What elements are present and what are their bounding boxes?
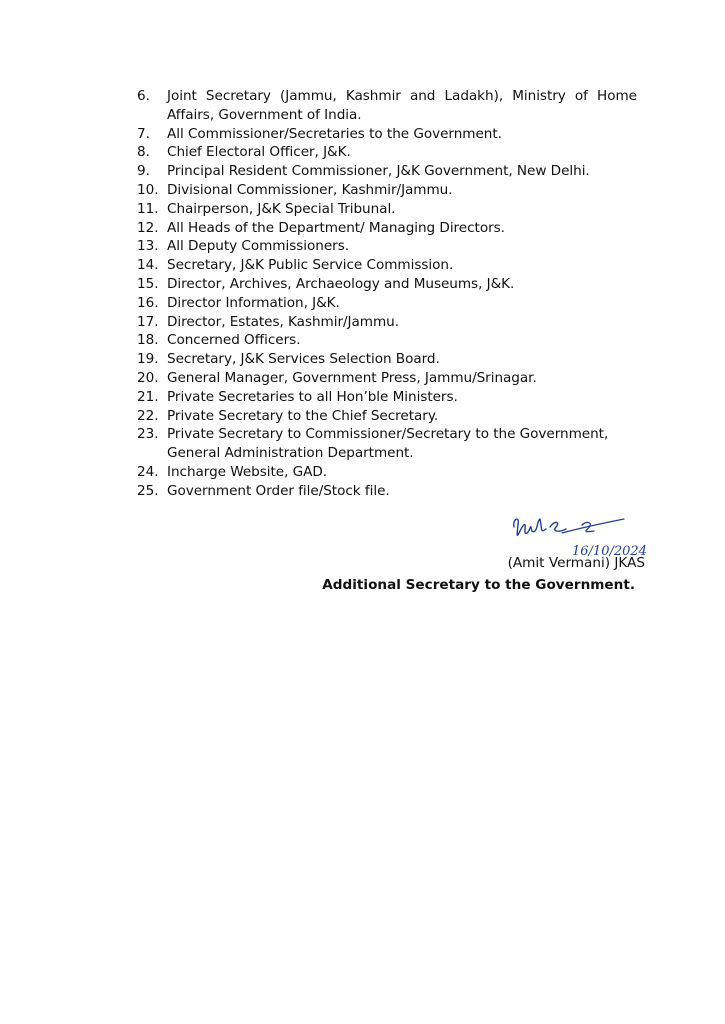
list-item-number: 15.: [137, 275, 159, 292]
list-item-text: Director, Estates, Kashmir/Jammu.: [167, 313, 399, 330]
list-item-text: Chief Electoral Officer, J&K.: [167, 144, 351, 161]
list-item: [137, 350, 637, 369]
list-item-text: All Commissioner/Secretaries to the Government.: [167, 125, 502, 142]
list-item: [137, 463, 637, 482]
list-item: [137, 482, 637, 501]
list-item-text: Director Information, J&K.: [167, 294, 340, 311]
list-item-number: 17.: [137, 313, 159, 330]
list-item-number: 8.: [137, 144, 150, 161]
list-item: [137, 87, 637, 125]
signature-date: 16/10/2024: [572, 544, 647, 559]
list-item-number: 6.: [137, 88, 150, 104]
list-item-number: 11.: [137, 200, 159, 217]
list-item-text: Secretary, J&K Public Service Commission.: [167, 257, 454, 274]
list-item-number: 23.: [137, 426, 159, 443]
list-item-text: Joint Secretary (Jammu, Kashmir and Ladakh), Ministry of Home Affairs, Government of India.: [167, 88, 637, 123]
list-item: [137, 313, 637, 332]
list-item: [137, 143, 637, 162]
list-item-number: 18.: [137, 332, 159, 349]
signatory-name: (Amit Vermani) JKAS: [507, 555, 645, 571]
list-item-text: General Manager, Government Press, Jammu/Srinagar.: [167, 369, 537, 386]
list-item-number: 16.: [137, 294, 159, 311]
list-item-text: Concerned Officers.: [167, 332, 301, 349]
list-item: [137, 275, 637, 294]
list-item-number: 22.: [137, 407, 159, 424]
list-item-number: 7.: [137, 125, 150, 142]
list-item-text: Chairperson, J&K Special Tribunal.: [167, 200, 396, 217]
list-item-text: All Deputy Commissioners.: [167, 238, 349, 255]
list-item-number: 24.: [137, 463, 159, 480]
list-item: [137, 125, 637, 144]
list-item: [137, 369, 637, 388]
list-item-number: 13.: [137, 238, 159, 255]
list-item-number: 14.: [137, 257, 159, 274]
list-item-number: 10.: [137, 181, 159, 198]
list-item-number: 20.: [137, 369, 159, 386]
list-item-number: 21.: [137, 388, 159, 405]
list-item: [137, 181, 637, 200]
list-item-number: 25.: [137, 482, 159, 499]
list-item-text: All Heads of the Department/ Managing Directors.: [167, 219, 505, 236]
list-item: [137, 425, 637, 463]
list-item-text: Private Secretary to Commissioner/Secretary to the Government, General Administration Department.: [167, 426, 609, 462]
list-item: [137, 331, 637, 350]
list-item: [137, 294, 637, 313]
list-item: [137, 256, 637, 275]
list-item: [137, 200, 637, 219]
list-item-text: Private Secretary to the Chief Secretary.: [167, 407, 439, 424]
list-item: [137, 407, 637, 426]
list-item-text: Incharge Website, GAD.: [167, 463, 328, 480]
list-item: [137, 237, 637, 256]
list-item: [137, 162, 637, 181]
list-item-number: 12.: [137, 219, 159, 236]
list-item-text: Principal Resident Commissioner, J&K Government, New Delhi.: [167, 163, 590, 180]
distribution-list: [137, 87, 637, 501]
signature-ink: [514, 519, 624, 535]
list-item: [137, 388, 637, 407]
list-item-text: Divisional Commissioner, Kashmir/Jammu.: [167, 181, 453, 198]
list-item-text: Private Secretaries to all Hon’ble Ministers.: [167, 388, 458, 405]
list-item-text: Director, Archives, Archaeology and Museums, J&K.: [167, 275, 515, 292]
list-item-text: Secretary, J&K Services Selection Board.: [167, 351, 440, 368]
list-item-text: Government Order file/Stock file.: [167, 482, 390, 499]
list-item-number: 19.: [137, 351, 159, 368]
list-item: [137, 219, 637, 238]
signatory-designation: Additional Secretary to the Government.: [322, 577, 635, 593]
list-item-number: 9.: [137, 163, 150, 180]
